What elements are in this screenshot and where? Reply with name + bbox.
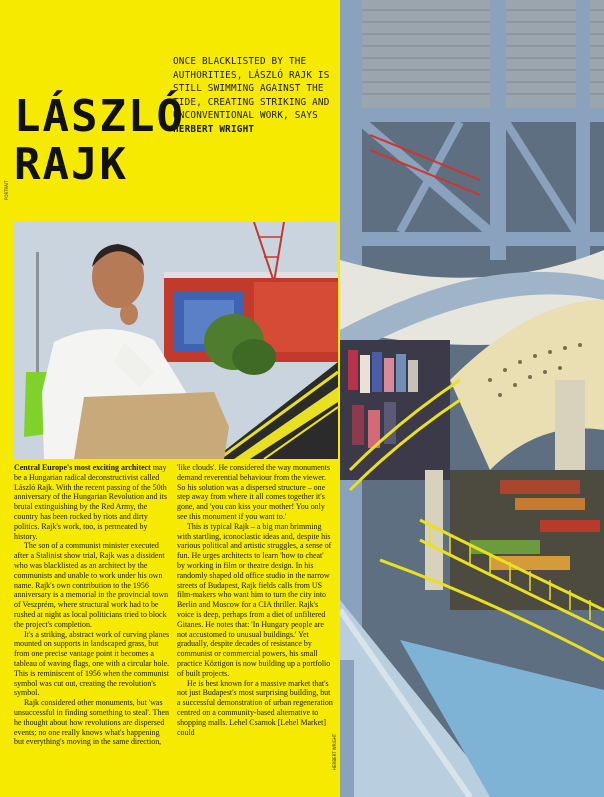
standfirst bbox=[173, 55, 335, 137]
paragraph-5: 'like clouds'. He considered the way monuments demand reverential behaviour from the viewer. So his solution was a dispersed structure – one step away from where it all comes together it's gone, and 'you can kiss your mother! You only see this monument if you want to.' bbox=[177, 463, 330, 521]
photo-credit-right: HERBERT WRIGHT bbox=[332, 733, 337, 770]
paragraph-7: He is best known for a massive market that's not just Budapest's most surprising building, but a successful demonstration of urban regeneration centred on a community-based alternative to shopping malls. Lehel Csarnok [Lehel Market] could bbox=[177, 678, 333, 737]
title-line-2: RAJK bbox=[14, 139, 128, 190]
title-line-1: LÁSZLÓ bbox=[14, 91, 185, 142]
article-title bbox=[14, 93, 185, 189]
standfirst-text: ONCE BLACKLISTED BY THE AUTHORITIES, LÁSZLÓ RAJK IS STILL SWIMMING AGAINST THE TIDE, CREATING STRIKING AND UNCONVENTIONAL WORK, SAYS bbox=[173, 56, 330, 122]
paragraph-1-text: may be a Hungarian radical deconstructivist called László Rajk. With the recent passing of the 50th anniversary of the Hungarian Revolution and its brutal extinguishing by the Red Army, the country has been rocked by riots and dirty politics. Rajk's work, too, is permeated by history. bbox=[14, 463, 167, 541]
lead-in: Central Europe's most exciting architect bbox=[14, 463, 151, 472]
author-name: HERBERT WRIGHT bbox=[173, 123, 255, 135]
paragraph-4: Rajk considered other monuments, but 'was unsuccessful in finding something to steal'. Then he thought about how revolutions are dispersed events; no one really knows what's happening but everything's moving in the same direction, bbox=[14, 698, 169, 747]
market-interior-photo bbox=[340, 0, 604, 797]
body-column-1 bbox=[14, 463, 170, 747]
portrait-photo-illustration bbox=[14, 222, 338, 459]
photo-credit-left: PORTRAIT bbox=[4, 180, 9, 200]
portrait-photo bbox=[14, 222, 338, 459]
paragraph-2: The son of a communist minister executed after a Stalinist show trial, Rajk was a dissident who was blacklisted as an architect by the communists and unable to work under his own name. Rajk's own contribution to the 1956 anniversary is a memorial in the provincial town of Veszprém, where structural work had to be rushed at night as local politicians tried to block the project's completion. bbox=[14, 541, 169, 629]
paragraph-6: This is typical Rajk – a big man brimming with startling, iconoclastic ideas and, despite his various political and artistic struggles, a sense of fun. He urges architects to learn 'how to cheat' by working in film or theatre design. In his randomly shaped old office studio in the narrow streets of Budapest, Rajk fields calls from US film-makers who want him to turn the city into Berlin and Moscow for a CIA thriller. Rajk's voice is deep, perhaps from a diet of unfiltered Gitanes. He notes that: 'In Hungary people are not accustomed to unusual buildings.' Yet gradually, despite decades of resistance by communist or commercial powers, his small practice Köztigon is now building up a portfolio of built projects. bbox=[177, 521, 332, 678]
market-photo-illustration bbox=[340, 0, 604, 797]
body-column-2 bbox=[177, 463, 333, 737]
paragraph-3: It's a striking, abstract work of curving planes mounted on supports in landscaped grass, but from one precise vantage point it becomes a tableau of waving flags, one with a circular hole. This is reminiscent of 1956 when the communist symbol was cut out, creating the revolution's symbol. bbox=[14, 629, 170, 698]
paragraph-1 bbox=[14, 463, 170, 541]
